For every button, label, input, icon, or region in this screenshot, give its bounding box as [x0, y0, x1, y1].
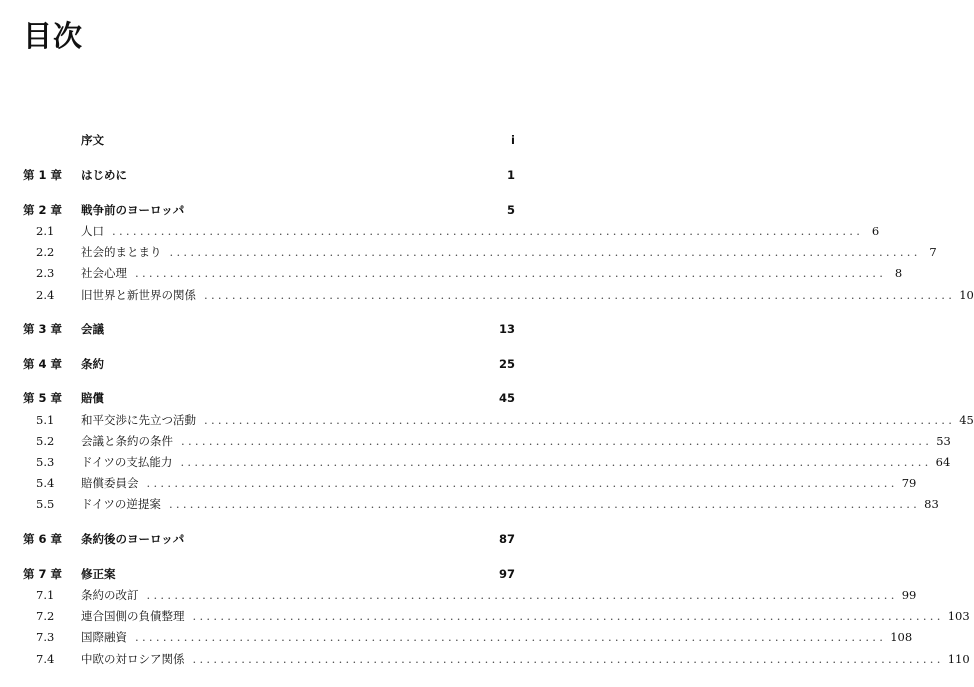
toc-entry-chapter-3[interactable] [23, 320, 515, 338]
toc-entry-page: i [511, 133, 515, 147]
toc-entry-number: 5.4 [36, 476, 55, 490]
toc-entry-page: 103 [947, 609, 970, 623]
toc-entry-number: 5.2 [36, 434, 55, 448]
toc-entry-label: 国際融資 [81, 630, 127, 644]
toc-entry-number: 第 5 章 [23, 391, 63, 405]
dot-leader: ............................................................................................................ [204, 413, 956, 427]
toc-entry-page: 13 [498, 322, 515, 336]
toc-entry-label: 人口 [81, 224, 104, 238]
toc-entry-number: 7.4 [36, 652, 55, 666]
dot-leader: ............................................................................................................ [192, 609, 944, 623]
toc-entry-chapter-4[interactable] [23, 355, 515, 373]
dot-leader: ............................................................................................................ [135, 630, 887, 644]
toc-entry-chapter-7[interactable] [23, 565, 515, 583]
toc-entry-chapter-1[interactable] [23, 166, 515, 184]
toc-entry-label: 序文 [81, 133, 104, 147]
toc-entry-page: 79 [901, 476, 917, 490]
toc-entry-page: 6 [871, 224, 880, 238]
dot-leader: ............................................................................................................ [181, 434, 933, 448]
toc-entry-number: 2.1 [36, 224, 55, 238]
toc-entry-number: 7.2 [36, 609, 55, 623]
dot-leader: ............................................................................................................ [112, 224, 864, 238]
toc-entry-section-7-3[interactable] [23, 628, 913, 646]
toc-entry-section-5-4[interactable] [23, 474, 917, 492]
toc-entry-chapter-2[interactable] [23, 201, 515, 219]
toc-entry-section-2-4[interactable] [23, 286, 974, 304]
toc-entry-page: 53 [936, 434, 951, 448]
toc-entry-page: 5 [506, 203, 515, 217]
toc-entry-page: 7 [929, 245, 937, 259]
toc-entry-label: ドイツの支払能力 [81, 455, 173, 469]
toc-entry-section-5-5[interactable] [23, 495, 939, 513]
toc-entry-preface[interactable] [23, 131, 515, 149]
toc-entry-number: 5.3 [36, 455, 55, 469]
toc-entry-section-7-4[interactable] [23, 650, 970, 668]
toc-entry-label: 賠償 [81, 391, 104, 405]
toc-entry-number: 第 4 章 [23, 357, 63, 371]
toc-entry-page: 1 [506, 168, 515, 182]
toc-entry-section-7-2[interactable] [23, 607, 970, 625]
dot-leader: ............................................................................................................ [146, 476, 898, 490]
toc-entry-number: 第 3 章 [23, 322, 63, 336]
toc-entry-section-2-1[interactable] [23, 222, 880, 240]
toc-entry-label: 条約後のヨーロッパ [81, 532, 185, 546]
toc-entry-section-2-3[interactable] [23, 264, 903, 282]
toc-entry-number: 5.1 [36, 413, 55, 427]
toc-entry-section-5-1[interactable] [23, 411, 974, 429]
toc-entry-page: 8 [894, 266, 903, 280]
toc-entry-label: 旧世界と新世界の関係 [81, 288, 196, 302]
toc-entry-label: 修正案 [81, 567, 116, 581]
toc-entry-chapter-6[interactable] [23, 530, 515, 548]
toc-entry-page: 97 [498, 567, 515, 581]
toc-entry-chapter-5[interactable] [23, 389, 515, 407]
toc-entry-label: 社会的まとまり [81, 245, 162, 259]
toc-entry-label: 会議と条約の条件 [81, 434, 173, 448]
toc-entry-page: 45 [498, 391, 515, 405]
dot-leader: ............................................................................................................ [168, 497, 921, 511]
toc-entry-label: 賠償委員会 [81, 476, 139, 490]
toc-entry-number: 7.3 [36, 630, 55, 644]
dot-leader: ............................................................................................................ [192, 652, 944, 666]
toc-entry-label: ドイツの逆提案 [81, 497, 161, 511]
toc-entry-label: 条約の改訂 [81, 588, 139, 602]
toc-entry-number: 2.4 [36, 288, 55, 302]
toc-entry-number: 5.5 [36, 497, 55, 511]
toc-entry-number: 第 6 章 [23, 532, 63, 546]
toc-entry-section-7-1[interactable] [23, 586, 917, 604]
page-title: 目次 [23, 19, 84, 53]
toc-entry-page: 83 [924, 497, 939, 511]
toc-entry-page: 87 [498, 532, 515, 546]
toc-entry-label: 戦争前のヨーロッパ [81, 203, 185, 217]
dot-leader: ............................................................................................................ [135, 266, 887, 280]
toc-entry-number: 第 2 章 [23, 203, 63, 217]
toc-entry-section-5-2[interactable] [23, 432, 951, 450]
toc-entry-label: 和平交渉に先立つ活動 [81, 413, 196, 427]
toc-entry-label: 社会心理 [81, 266, 127, 280]
toc-entry-number: 7.1 [36, 588, 55, 602]
toc-entry-label: 会議 [81, 322, 104, 336]
toc-entry-section-5-3[interactable] [23, 453, 951, 471]
toc-entry-page: 45 [959, 413, 974, 427]
toc-entry-number: 第 1 章 [23, 168, 63, 182]
dot-leader: ............................................................................................................ [204, 288, 956, 302]
toc-entry-number: 第 7 章 [23, 567, 63, 581]
toc-entry-page: 108 [890, 630, 913, 644]
dot-leader: ............................................................................................................ [146, 588, 898, 602]
toc-entry-label: 連合国側の負債整理 [81, 609, 185, 623]
toc-entry-label: 中欧の対ロシア関係 [81, 652, 185, 666]
toc-entry-page: 10 [959, 288, 974, 302]
toc-entry-page: 99 [901, 588, 917, 602]
toc-entry-page: 110 [947, 652, 970, 666]
toc-entry-page: 25 [498, 357, 515, 371]
toc-entry-section-2-2[interactable] [23, 243, 937, 261]
toc-entry-number: 2.3 [36, 266, 55, 280]
toc-entry-label: はじめに [81, 168, 127, 182]
dot-leader: ............................................................................................................ [180, 455, 932, 469]
toc-entry-page: 64 [935, 455, 951, 469]
toc-entry-label: 条約 [81, 357, 104, 371]
dot-leader: ............................................................................................................ [169, 245, 921, 259]
toc-entry-number: 2.2 [36, 245, 55, 259]
